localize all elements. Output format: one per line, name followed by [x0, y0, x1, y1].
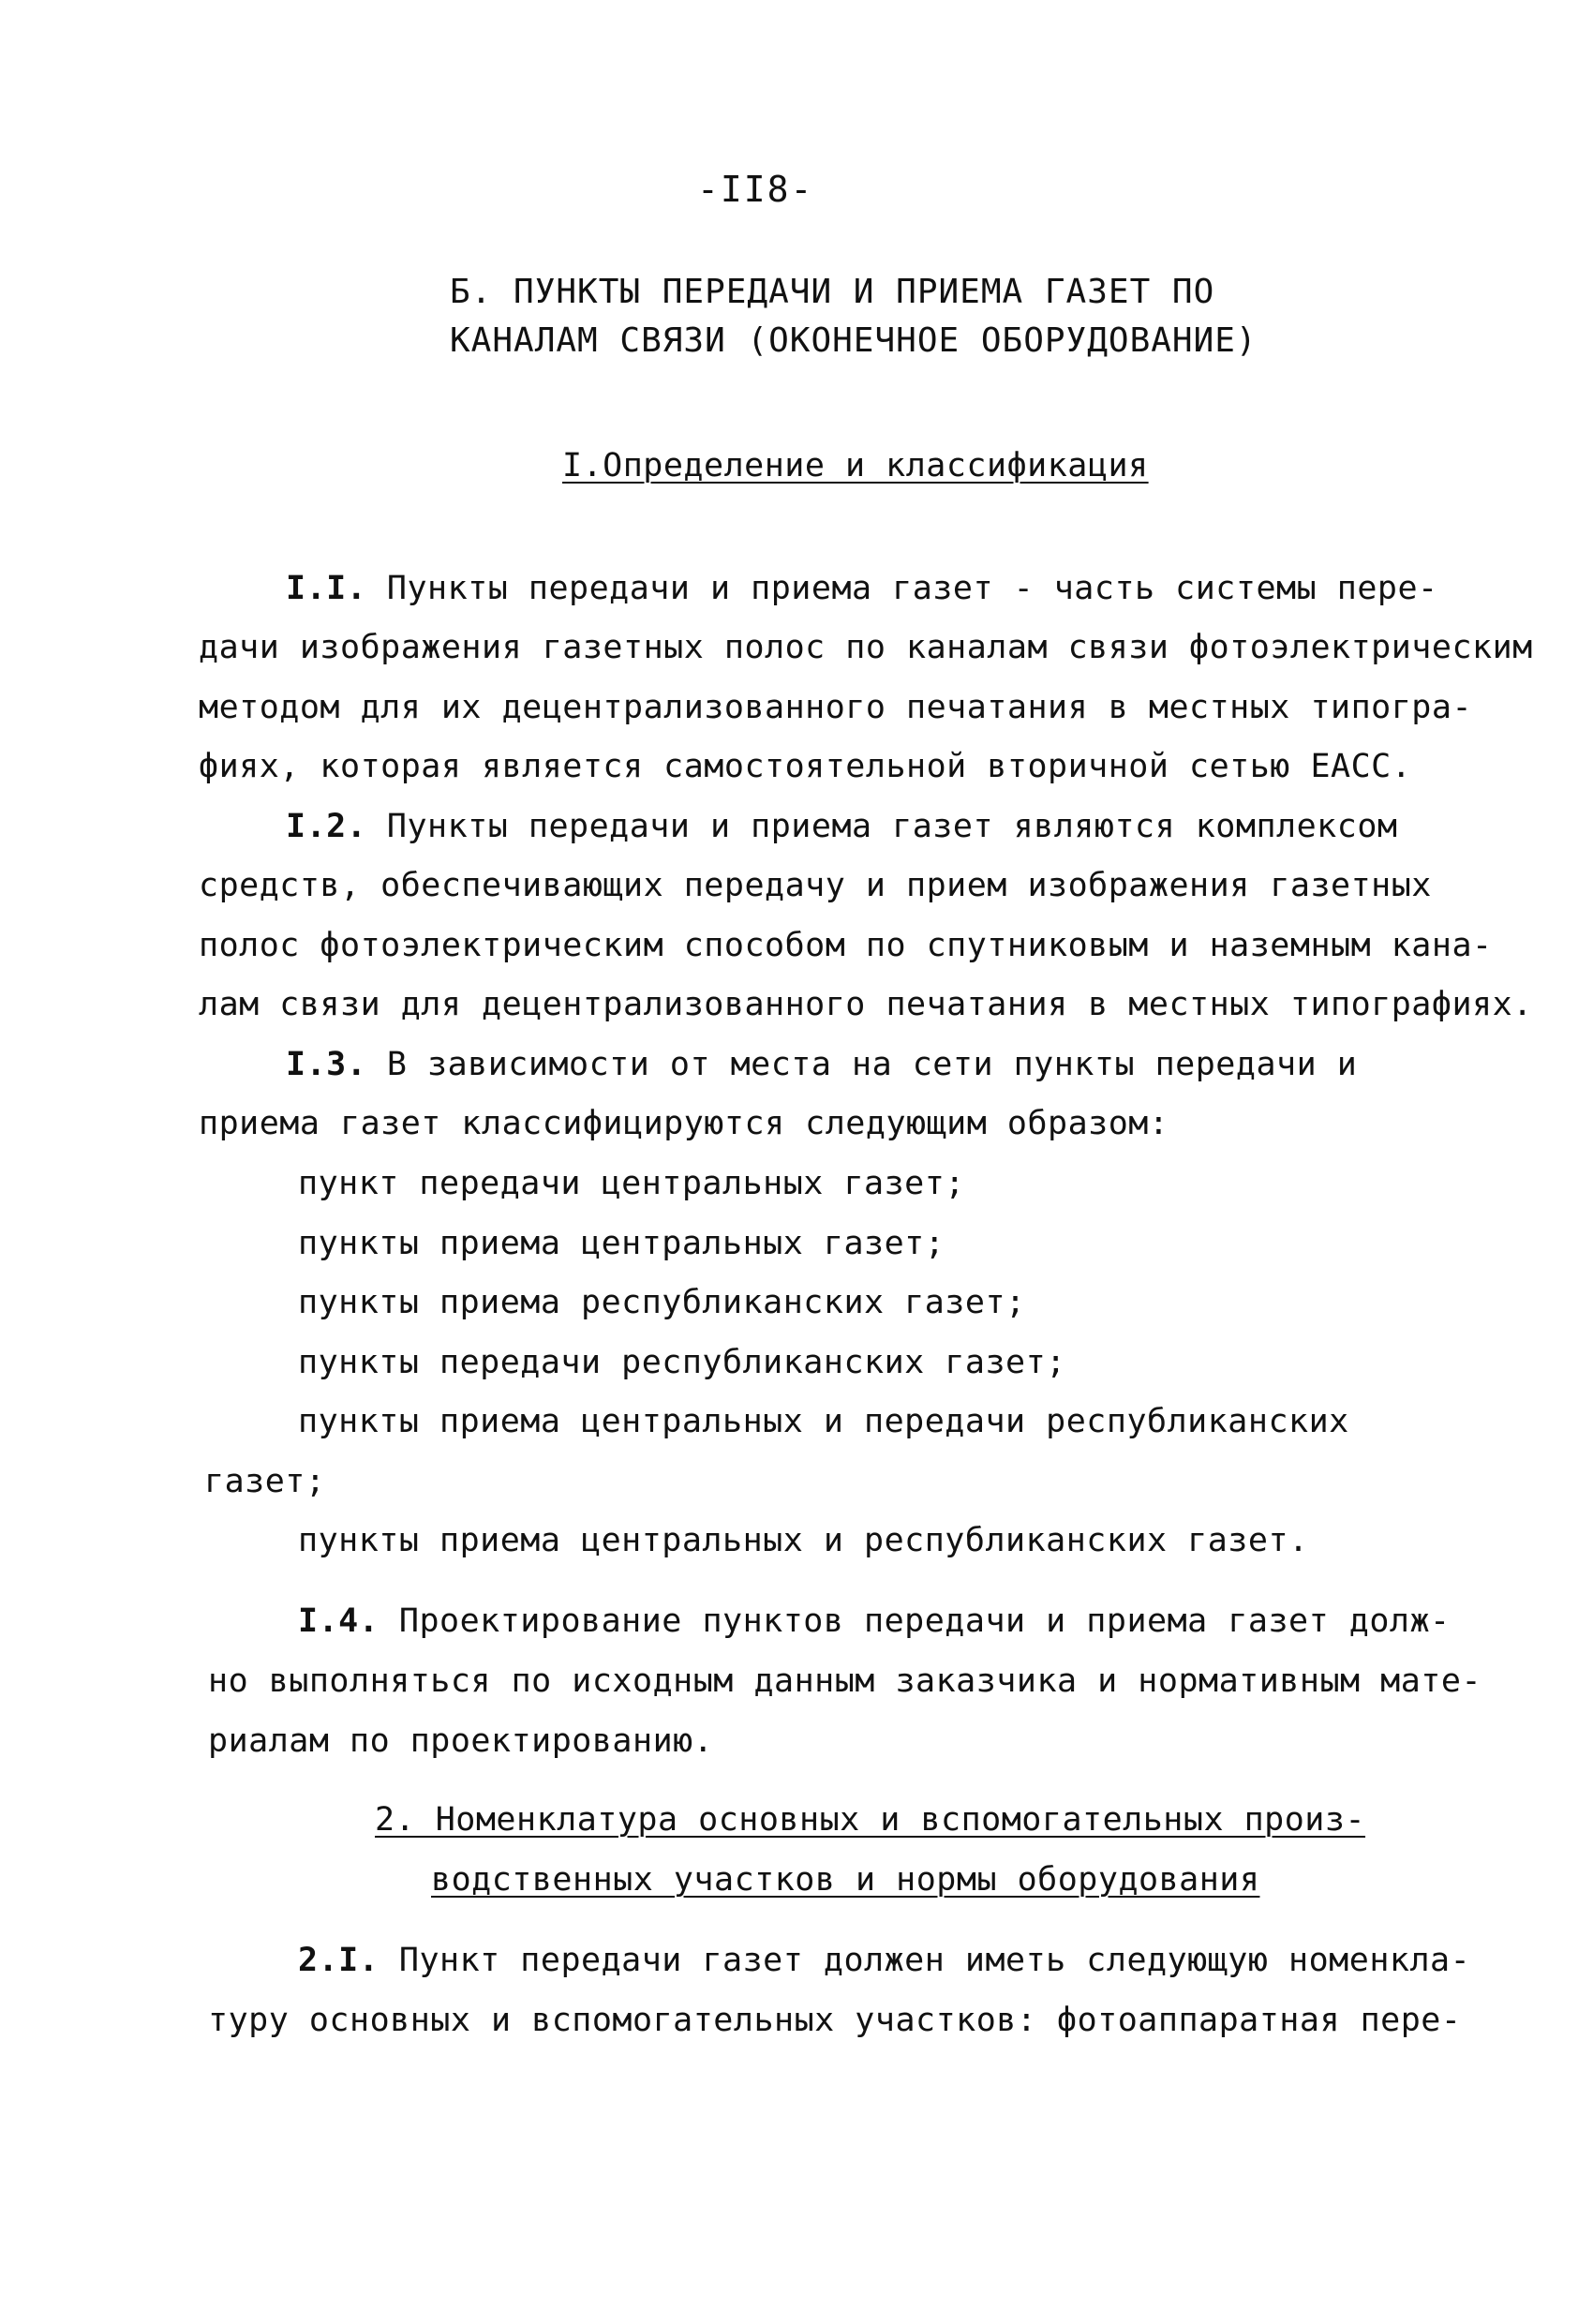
section-2-heading-line-1: 2. Номенклатура основных и вспомогательных произ- [375, 1801, 1366, 1839]
paragraph-text: Пункт передачи газет должен иметь следующую номенкла- [379, 1942, 1471, 1979]
paragraph-number: I.I. [286, 570, 367, 607]
paragraph-line: средств, обеспечивающих передачу и прием изображения газетных [199, 867, 1432, 904]
paragraph-1-1-first-line [286, 568, 1438, 609]
list-item: пункты передачи республиканских газет; [298, 1344, 1066, 1381]
paragraph-text: В зависимости от места на сети пункты передачи и [366, 1046, 1358, 1083]
list-item: пункты приема центральных газет; [298, 1225, 945, 1262]
list-item-continuation: газет; [204, 1463, 326, 1500]
paragraph-number: 2.I. [298, 1942, 380, 1979]
paragraph-line: лам связи для децентрализованного печатания в местных типографиях. [199, 986, 1533, 1023]
paragraph-line: дачи изображения газетных полос по каналам связи фотоэлектрическим [199, 629, 1533, 666]
paragraph-number: I.4. [298, 1602, 380, 1640]
paragraph-text: Пункты передачи и приема газет являются комплексом [366, 808, 1398, 845]
document-title-line-1: Б. ПУНКТЫ ПЕРЕДАЧИ И ПРИЕМА ГАЗЕТ ПО [450, 273, 1215, 311]
paragraph-number: I.2. [286, 808, 367, 845]
paragraph-line: риалам по проектированию. [208, 1722, 714, 1760]
paragraph-line: фиях, которая является самостоятельной вторичной сетью ЕАСС. [199, 748, 1412, 785]
list-item: пункты приема центральных и передачи республиканских [298, 1403, 1349, 1440]
page-number: -II8- [697, 169, 814, 210]
paragraph-2-1-first-line [298, 1940, 1470, 1981]
paragraph-text: Проектирование пунктов передачи и приема газет долж- [379, 1602, 1451, 1640]
paragraph-line: но выполняться по исходным данным заказчика и нормативным мате- [208, 1662, 1482, 1700]
document-title-line-2: КАНАЛАМ СВЯЗИ (ОКОНЕЧНОЕ ОБОРУДОВАНИЕ) [450, 321, 1258, 360]
section-2-heading-line-2: водственных участков и нормы оборудования [431, 1861, 1260, 1899]
paragraph-line: туру основных и вспомогательных участков: фотоаппаратная пере- [208, 2002, 1462, 2039]
paragraph-1-2-first-line [286, 806, 1397, 847]
list-item: пункты приема центральных и республиканских газет. [298, 1522, 1309, 1559]
section-1-heading: I.Определение и классификация [562, 447, 1149, 484]
paragraph-line: полос фотоэлектрическим способом по спутниковым и наземным кана- [199, 927, 1493, 964]
paragraph-1-4-first-line [298, 1601, 1451, 1642]
paragraph-line: методом для их децентрализованного печатания в местных типогра- [199, 689, 1473, 726]
list-item: пункты приема республиканских газет; [298, 1284, 1026, 1321]
list-item: пункт передачи центральных газет; [298, 1165, 965, 1202]
paragraph-line: приема газет классифицируются следующим образом: [199, 1105, 1169, 1142]
paragraph-text: Пункты передачи и приема газет - часть системы пере- [366, 570, 1438, 607]
paragraph-1-3-first-line [286, 1044, 1357, 1085]
paragraph-number: I.3. [286, 1046, 367, 1083]
